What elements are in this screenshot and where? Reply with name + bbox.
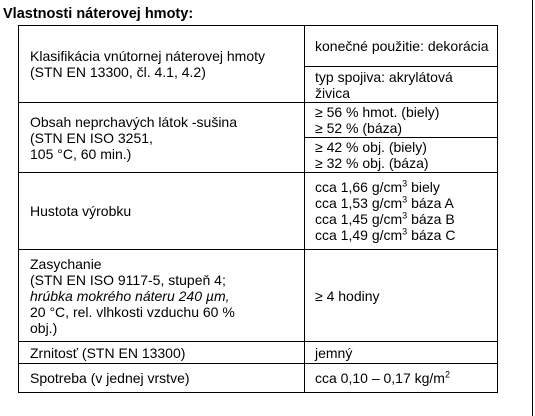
label-line: (STN EN ISO 9117-5, stupeň 4; (30, 271, 226, 288)
row-label-drying (19, 250, 305, 342)
cell-density (305, 173, 498, 250)
label-line: 20 °C, rel. vlhkosti vzduchu 60 % (30, 303, 235, 320)
cell-binder (305, 67, 498, 103)
density-line: cca 1,53 $g/cm^3$ báza A (315, 194, 454, 211)
label-line: (STN EN ISO 3251, (30, 129, 153, 146)
table-row (19, 173, 498, 250)
label-line: hrúbka mokrého náteru 240 µm, (30, 287, 230, 304)
density-line: cca 1,66 $g/cm^3$ biely (315, 178, 440, 195)
cell-end-use (305, 26, 498, 67)
section-heading: Vlastnosti náterovej hmoty: (3, 6, 194, 22)
row-label-consumption: Spotreba (v jednej vrstve) (19, 364, 305, 393)
value-line: konečné použitie: dekorácia (315, 38, 489, 54)
density-line: cca 1,49 $g/cm^3$ báza C (315, 226, 456, 243)
cell-solids-volume (305, 138, 498, 173)
cell-grain: jemný (305, 342, 498, 364)
label-line: Klasifikácia vnútornej náterovej hmoty (30, 48, 266, 64)
cell-solids-mass (305, 103, 498, 138)
row-label-solids (19, 103, 305, 173)
cell-consumption: cca 0,10 – 0,17 $kg/m^2$ (305, 364, 498, 393)
row-label-grain: Zrnitosť (STN EN 13300) (19, 342, 305, 364)
table-row (19, 103, 498, 138)
label-line: Obsah neprchavých látok -sušina (30, 113, 237, 130)
table-row (19, 26, 498, 67)
table-row (19, 250, 498, 342)
properties-table (18, 25, 498, 393)
value-line: ≥ 42 % obj. (biely) (315, 139, 427, 155)
label-line: Zasychanie (30, 255, 102, 272)
table-row (19, 342, 498, 364)
label-line: 105 °C, 60 min.) (30, 145, 132, 162)
density-line: cca 1,45 $g/cm^3$ báza B (315, 210, 455, 227)
value-line: typ spojiva: akrylátová živica (315, 68, 453, 101)
value-line: ≥ 56 % hmot. (biely) (315, 104, 440, 120)
value-line: ≥ 52 % (báza) (315, 120, 403, 136)
table-row (19, 364, 498, 393)
cell-drying: ≥ 4 hodiny (305, 250, 498, 342)
label-line: obj.) (30, 319, 58, 336)
label-line: (STN EN 13300, čl. 4.1, 4.2) (30, 64, 206, 80)
value-line: ≥ 32 % obj. (báza) (315, 155, 429, 171)
row-label-density: Hustota výrobku (19, 173, 305, 250)
row-label-classification (19, 26, 305, 103)
